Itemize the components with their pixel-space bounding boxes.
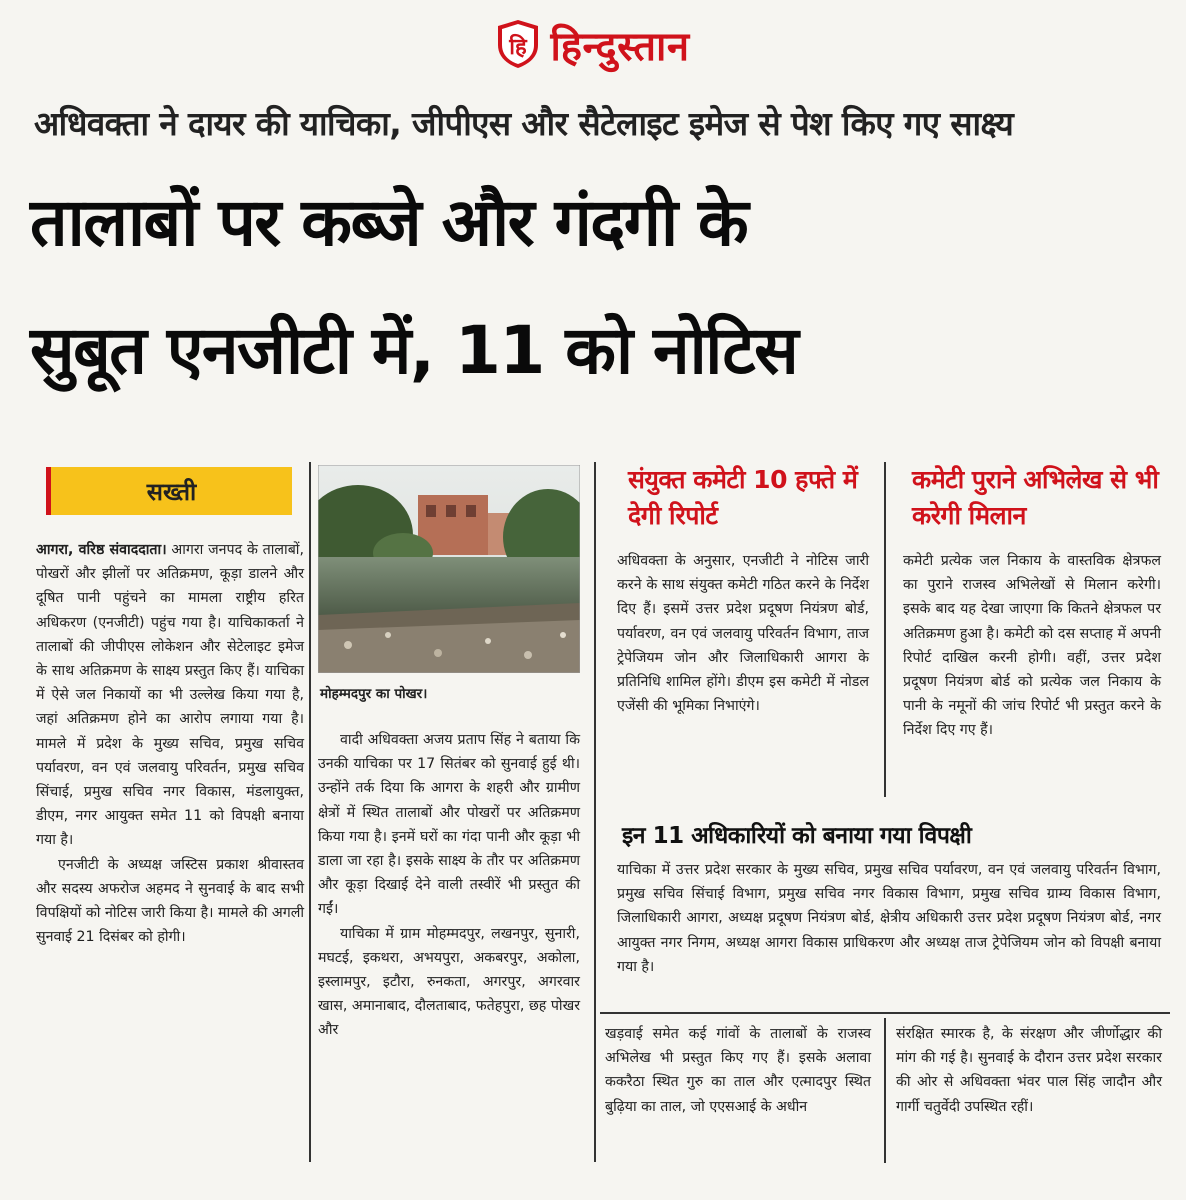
article-column-3: [617, 549, 869, 718]
column-divider: [594, 462, 596, 1162]
article-column-7: [896, 1022, 1162, 1119]
paragraph: याचिका में उत्तर प्रदेश सरकार के मुख्य सचिव, प्रमुख सचिव पर्यावरण, वन एवं जलवायु परिवर्तन विभाग, प्रमुख सचिव सिंचाई विभाग, प्रमुख सचिव नगर विकास विभाग, प्रमुख सचिव ग्राम्य विकास विभाग, जिलाधिकारी आगरा, अध्यक्ष प्रदूषण नियंत्रण बोर्ड, क्षेत्रीय अधिकारी उत्तर प्रदेश प्रदूषण नियंत्रण बोर्ड, नगर आयुक्त नगर निगम, अध्यक्ष आगरा विकास प्राधिकरण और अध्यक्ष ताज ट्रेपेजियम जोन को विपक्षी बनाया गया है।: [617, 862, 1161, 975]
subheadline-committee-report: संयुक्त कमेटी 10 हफ्ते में देगी रिपोर्ट: [628, 465, 858, 530]
paragraph-text: आगरा जनपद के तालाबों, पोखरों और झीलों पर अतिक्रमण, कूड़ा डालने और दूषित पानी पहुंचने का मामला राष्ट्रीय हरित अधिकरण (एनजीटी) पहुंच गया है। याचिकाकर्ता ने तालाबों की जीपीएस लोकेशन और सेटेलाइट इमेज के साथ अतिक्रमण के साक्ष्य प्रस्तुत किए हैं। याचिका में ऐसे जल निकायों का भी उल्लेख किया गया है, जहां अतिक्रमण होने का आरोप लगाया गया है। मामले में प्रदेश के मुख्य सचिव, प्रमुख सचिव पर्यावरण, वन एवं जलवायु परिवर्तन, प्रमुख सचिव सिंचाई, प्रमुख सचिव नगर विकास, मंडलायुक्त, डीएम, नगर आयुक्त समेत 11 को विपक्षी बनाया गया है।: [36, 542, 304, 849]
paragraph: कमेटी प्रत्येक जल निकाय के वास्तविक क्षेत्रफल का पुराने राजस्व अभिलेखों से मिलान करेगी। इसके बाद यह देखा जाएगा कि कितने क्षेत्रफल पर अतिक्रमण हुआ है। कमेटी को दस सप्ताह में अपनी रिपोर्ट दाखिल करनी होगी। वहीं, उत्तर प्रदेश प्रदूषण नियंत्रण बोर्ड को प्रत्येक जल निकाय के पानी के नमूनों की जांच रिपोर्ट भी प्रस्तुत करने के निर्देश दिए गए हैं।: [903, 553, 1161, 739]
article-column-6: [605, 1022, 871, 1119]
article-column-4: [903, 549, 1161, 743]
kicker-headline: अधिवक्ता ने दायर की याचिका, जीपीएस और सैटेलाइट इमेज से पेश किए गए साक्ष्य: [34, 104, 1014, 143]
paragraph: वादी अधिवक्ता अजय प्रताप सिंह ने बताया कि उनकी याचिका पर 17 सितंबर को सुनवाई हुई थी। उन्होंने तर्क दिया कि आगरा के शहरी और ग्रामीण क्षेत्रों में स्थित तालाबों और पोखरों पर अतिक्रमण किया गया है। इनमें घरों का गंदा पानी और कूड़ा भी डाला जा रहा है। इसके साक्ष्य के तौर पर अतिक्रमण और कूड़ा दिखाई देने वाली तस्वीरें भी प्रस्तुत की गईं।: [318, 732, 580, 918]
paragraph: अधिवक्ता के अनुसार, एनजीटी ने नोटिस जारी करने के साथ संयुक्त कमेटी गठित करने के निर्देश दिए हैं। इसमें उत्तर प्रदेश प्रदूषण नियंत्रण बोर्ड, पर्यावरण, वन एवं जलवायु परिवर्तन विभाग, ताज ट्रेपेजियम जोन और जिलाधिकारी आगरा के प्रतिनिधि शामिल होंगे। डीएम इस कमेटी में नोडल एजेंसी की भूमिका निभाएंगे।: [617, 553, 869, 715]
main-headline-line-1: तालाबों पर कब्जे और गंदगी के: [30, 184, 748, 261]
section-tag: [46, 467, 292, 515]
subheadline-old-records: कमेटी पुराने अभिलेख से भी करेगी मिलान: [912, 465, 1159, 530]
subheadline-respondents: इन 11 अधिकारियों को बनाया गया विपक्षी: [622, 823, 972, 849]
paragraph: संरक्षित स्मारक है, के संरक्षण और जीर्णोद्धार की मांग की गई है। सुनवाई के दौरान उत्तर प्रदेश सरकार की ओर से अधिवक्ता भंवर पाल सिंह जादौन और गार्गी चतुर्वेदी उपस्थित रहीं।: [896, 1026, 1162, 1115]
pond-photo: [318, 465, 580, 673]
column-divider: [309, 462, 311, 1162]
dateline: आगरा, वरिष्ठ संवाददाता।: [36, 542, 167, 558]
paragraph: एनजीटी के अध्यक्ष जस्टिस प्रकाश श्रीवास्तव और सदस्य अफरोज अहमद ने सुनवाई के बाद सभी विपक्षियों को नोटिस जारी किया है। मामले की अगली सुनवाई 21 दिसंबर को होगी।: [36, 856, 305, 946]
section-divider: [600, 1012, 1170, 1014]
article-column-2: [318, 728, 580, 1043]
column-divider: [884, 1018, 886, 1163]
main-headline-line-2: सुबूत एनजीटी में, 11 को नोटिस: [30, 312, 798, 389]
paragraph: याचिका में ग्राम मोहम्मदपुर, लखनपुर, सुनारी, मघटई, इकथरा, अभयपुरा, अकबरपुर, अकोला, इस्लामपुर, इटौरा, रुनकता, अगरपुर, अगरवार खास, अमानाबाद, दौलताबाद, फतेहपुरा, छह पोखर और: [318, 925, 580, 1039]
photo-caption: मोहम्मदपुर का पोखर।: [320, 686, 428, 702]
article-respondents-box: [617, 858, 1161, 979]
logo-letter: हि: [509, 35, 528, 60]
brand-name: हिन्दुस्तान: [550, 23, 690, 70]
article-column-1: [36, 538, 304, 949]
column-divider: [884, 462, 886, 797]
paragraph: [36, 538, 304, 853]
hindustan-logo-icon: [496, 19, 540, 69]
section-tag-label: सख्ती: [146, 477, 197, 506]
paragraph: खड़वाई समेत कई गांवों के तालाबों के राजस्व अभिलेख भी प्रस्तुत किए गए हैं। इसके अलावा ककरैठा स्थित गुरु का ताल और एत्मादपुर स्थित बुढ़िया का ताल, जो एएसआई के अधीन: [605, 1026, 871, 1115]
masthead: [0, 14, 1186, 74]
